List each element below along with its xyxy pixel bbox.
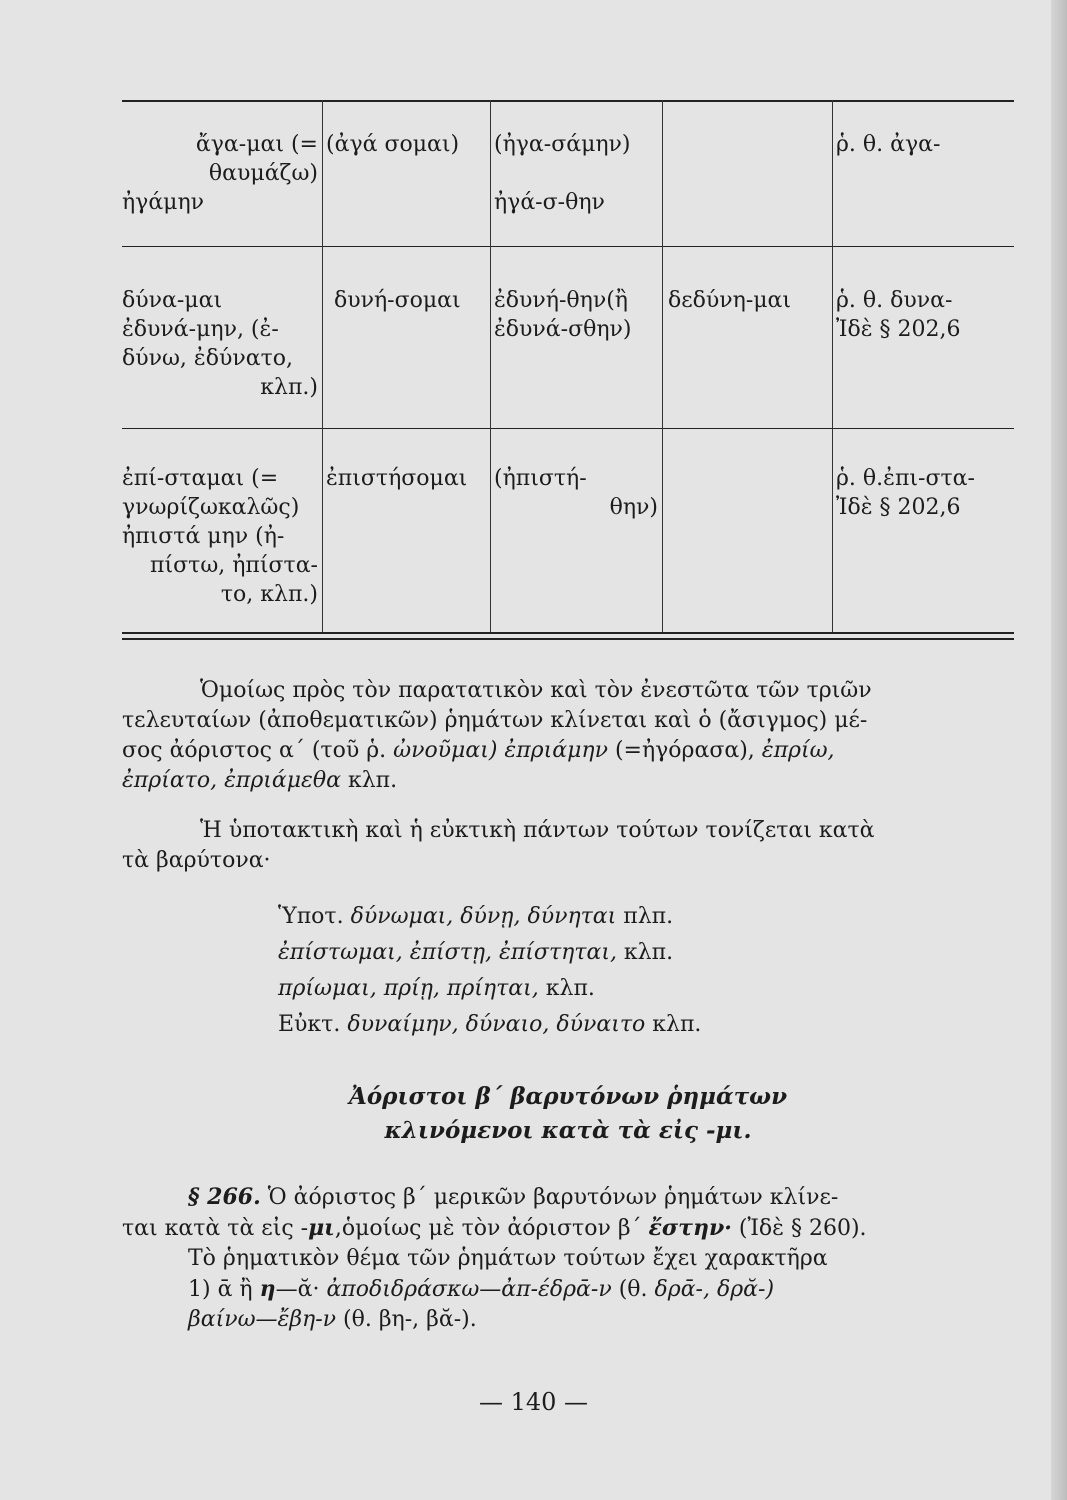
cell-line: ἄγα-μαι (= [195, 132, 318, 157]
text-line: τὰ βαρύτονα· [122, 848, 271, 873]
heading-line: κλινόμενοι κατὰ τὰ εἰς -μι. [384, 1117, 752, 1144]
table-row-rule [122, 428, 1014, 429]
text-span: Ὁ ἀόριστος β΄ μερικῶν βαρυτόνων ῥημάτων κλίνε- [260, 1185, 839, 1210]
page-number: — 140 — [478, 1388, 589, 1416]
text-span: ,ὁμοίως μὲ τὸν ἀόριστον β΄ [334, 1216, 649, 1241]
cell-line: ἠγάμην [122, 190, 205, 215]
cell-line: γνωρίζωκαλῶς) [122, 495, 300, 520]
text-span: Ὑποτ. [278, 904, 344, 929]
cell-aorist [494, 286, 632, 344]
verb-table [122, 100, 1014, 640]
table-row-rule [122, 246, 1014, 247]
text-span: —ᾰ· [275, 1277, 327, 1302]
text-span: κλπ. [340, 768, 398, 793]
example-line [278, 974, 595, 1004]
cell-line: Ἰδὲ § 202,6 [836, 495, 961, 520]
text-span: δυναίμην, δύναιο, δύναιτο [340, 1012, 646, 1037]
text-line [122, 1213, 1014, 1244]
text-line [122, 766, 1014, 796]
paragraph-middle-aorist [122, 676, 1014, 796]
cell-line: ἠπιστά μην (ἠ- [122, 524, 285, 549]
cell-verb [122, 464, 318, 609]
cell-line: δυνή-σομαι [334, 288, 461, 313]
text-span: 1) ᾱ ἢ [188, 1277, 260, 1302]
text-span: κλπ. [616, 940, 674, 965]
cell-note [836, 286, 960, 344]
text-line: Τὸ ῥηματικὸν θέμα τῶν ῥημάτων τούτων ἔχει χαρακτῆρα [188, 1246, 828, 1271]
text-span: ται κατὰ τὰ εἰς - [122, 1216, 309, 1241]
text-span: ἐπρίατο, ἐπριάμεθα [122, 768, 341, 793]
cell-line: το, κλπ.) [220, 582, 318, 607]
table-col-divider [832, 100, 833, 632]
text-span: κλπ. [645, 1012, 702, 1037]
text-span: (=ἠγόρασα), [607, 738, 762, 763]
cell-aorist [494, 464, 658, 522]
text-line [122, 1305, 1014, 1335]
cell-line: ἐπί-σταμαι (= [122, 466, 279, 491]
table-bottom-rule [122, 632, 1014, 634]
cell-note [836, 130, 940, 159]
text-span: δύνωμαι, δύνῃ, δύνηται [343, 904, 617, 929]
cell-line: ἐπιστήσομαι [326, 466, 468, 491]
text-span: σος ἀόριστος α΄ (τοῦ ῥ. [122, 738, 394, 763]
text-line: Ἡ ὑποτακτικὴ καὶ ἡ εὐκτικὴ πάντων τούτων τονίζεται κατὰ [200, 818, 875, 843]
example-line [278, 902, 673, 932]
cell-aorist [494, 130, 631, 217]
heading-line: Ἀόριστοι β΄ βαρυτόνων ῥημάτων [348, 1083, 788, 1110]
cell-line: ῥ. θ. δυνα- [836, 288, 953, 313]
cell-line: (ἠπιστή- [494, 466, 587, 491]
cell-perfect [668, 286, 791, 315]
section-number: § 266. [188, 1184, 261, 1210]
text-line [122, 736, 1014, 766]
text-span: η [259, 1276, 276, 1302]
text-span: (θ. βη-, βᾰ-). [336, 1307, 477, 1332]
text-span: ἀποδιδράσκω—ἀπ-έδρᾱ-ν [326, 1277, 612, 1302]
text-line: Ὁμοίως πρὸς τὸν παρατατικὸν καὶ τὸν ἐνεστῶτα τῶν τριῶν [200, 678, 872, 703]
example-line [278, 938, 673, 968]
cell-future [326, 464, 467, 493]
text-span: ὠνοῦμαι) ἐπριάμην [393, 738, 608, 763]
text-line [122, 1274, 1014, 1305]
cell-line: δεδύνη-μαι [668, 288, 792, 313]
cell-line: ῥ. θ. ἀγα- [836, 132, 941, 157]
text-span: κλπ. [538, 976, 595, 1001]
page-edge [1051, 0, 1067, 1500]
cell-verb [122, 286, 318, 402]
table-top-rule [122, 100, 1014, 102]
cell-line: θην) [609, 495, 658, 520]
table-col-divider [662, 100, 663, 632]
table-col-divider [322, 100, 323, 632]
cell-line: πίστω, ἠπίστα- [150, 553, 318, 578]
cell-line: δύνα-μαι [122, 288, 223, 313]
text-line: τελευταίων (ἀποθεματικῶν) ῥημάτων κλίνεται καὶ ὁ (ἄσιγμος) μέ- [122, 708, 868, 733]
text-span: μι [308, 1215, 335, 1241]
text-line [122, 1182, 1014, 1213]
text-span: πρίωμαι, πρίῃ, πρίηται, [278, 976, 539, 1001]
cell-line: ἐδυνή-θην(ἢ [494, 288, 628, 313]
cell-line: δύνω, ἐδύνατο, [122, 346, 293, 371]
text-span: βαίνω—ἔβη-ν [188, 1307, 337, 1332]
cell-line: ῥ. θ.ἐπι-στα- [836, 466, 975, 491]
cell-line: κλπ.) [260, 375, 318, 400]
cell-line: (ἀγά σομαι) [326, 132, 460, 157]
section-266 [122, 1182, 1014, 1335]
text-span: (θ. [611, 1277, 655, 1302]
text-span: ἐπρίω, [761, 738, 835, 763]
cell-line: ἐδυνά-μην, (ἐ- [122, 317, 279, 342]
text-span: Εὐκτ. [278, 1012, 341, 1037]
text-span: (Ἰδὲ § 260). [731, 1216, 867, 1241]
cell-line: ἐδυνά-σθην) [494, 317, 632, 342]
cell-line: Ἰδὲ § 202,6 [836, 317, 961, 342]
cell-line: θαυμάζω) [208, 161, 318, 186]
cell-future [334, 286, 461, 315]
cell-line: (ἠγα-σάμην) [494, 132, 631, 157]
text-span: δρᾱ-, δρᾰ-) [654, 1277, 775, 1302]
text-span: ἐπίστωμαι, ἐπίστῃ, ἐπίστηται, [278, 940, 617, 965]
cell-note [836, 464, 975, 522]
paragraph-accentuation [122, 816, 1014, 876]
table-col-divider [490, 100, 491, 632]
text-span: ἔστην· [648, 1215, 732, 1241]
text-span: πλπ. [616, 904, 674, 929]
table-bottom-rule [122, 638, 1014, 640]
example-line [278, 1010, 701, 1040]
section-heading [122, 1080, 1014, 1148]
cell-line: ἠγά-σ-θην [494, 190, 605, 215]
cell-verb [122, 130, 318, 217]
cell-future [326, 130, 459, 159]
